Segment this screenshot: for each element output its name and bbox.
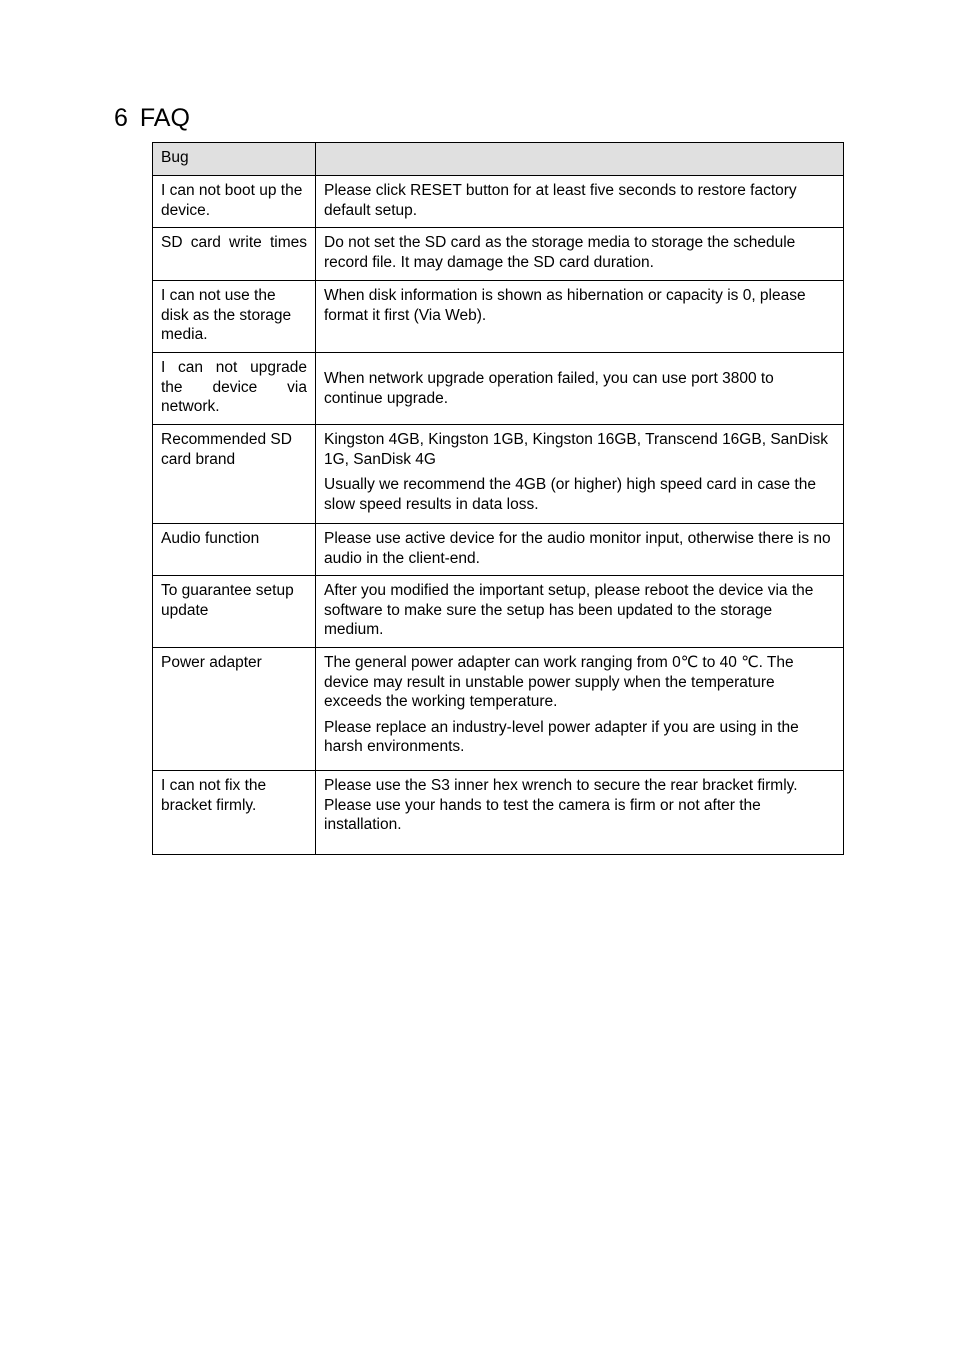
answer-cell [316,524,844,576]
answer-cell [316,353,844,425]
answer-text: Do not set the SD card as the storage media to storage the schedule record file. It may damage the SD card duration. [324,234,796,271]
answer-cell [316,176,844,228]
faq-table [152,142,844,855]
bug-cell: Power adapter [153,648,316,771]
answer-cell [316,281,844,353]
bug-cell: I can not fix the bracket firmly. [153,771,316,855]
column-header-solution [316,143,844,176]
answer-text: Please click RESET button for at least five seconds to restore factory default setup. [324,182,797,219]
section-title: FAQ [139,104,190,132]
bug-cell: I can not use the disk as the storage media. [153,281,316,353]
bug-text: I can not upgrade the device via network. [161,359,307,416]
answer-text: Kingston 4GB, Kingston 1GB, Kingston 16GB, Transcend 16GB, SanDisk 1G, SanDisk 4G [324,431,829,468]
bug-text: SD card write times [161,234,307,251]
answer-text: Please use active device for the audio monitor input, otherwise there is no audio in the client-end. [324,530,831,567]
table-row [153,771,844,855]
bug-cell: Audio function [153,524,316,576]
bug-cell [153,228,316,281]
bug-cell: To guarantee setup update [153,576,316,648]
bug-cell: Recommended SD card brand [153,425,316,524]
table-row [153,176,844,228]
answer-text: When network upgrade operation failed, you can use port 3800 to continue upgrade. [324,369,774,407]
table-row [153,353,844,425]
table-row [153,648,844,771]
answer-text: Please replace an industry-level power adapter if you are using in the harsh environments. [324,718,799,756]
answer-cell [316,425,844,524]
table-row [153,425,844,524]
table-row [153,576,844,648]
section-heading [114,101,190,135]
table-header-row [153,143,844,176]
answer-text: When disk information is shown as hibernation or capacity is 0, please format it first (Via Web). [324,287,806,324]
answer-text: Usually we recommend the 4GB (or higher) high speed card in case the slow speed results in data loss. [324,476,816,513]
answer-cell [316,576,844,648]
answer-text: After you modified the important setup, please reboot the device via the software to make sure the setup has been updated to the storage medium. [324,582,814,639]
bug-cell: I can not boot up the device. [153,176,316,228]
answer-text: Please use the S3 inner hex wrench to secure the rear bracket firmly. Please use your hands to test the camera is firm or not after the installation. [324,777,798,834]
table-row [153,281,844,353]
bug-cell [153,353,316,425]
answer-cell [316,228,844,281]
answer-cell [316,771,844,855]
answer-cell [316,648,844,771]
table-row [153,228,844,281]
answer-text: The general power adapter can work ranging from 0℃ to 40 ℃. The device may result in unstable power supply when the temperature exceeds the working temperature. [324,654,794,711]
column-header-bug: Bug [153,143,316,176]
table-row [153,524,844,576]
section-number: 6 [114,104,128,132]
